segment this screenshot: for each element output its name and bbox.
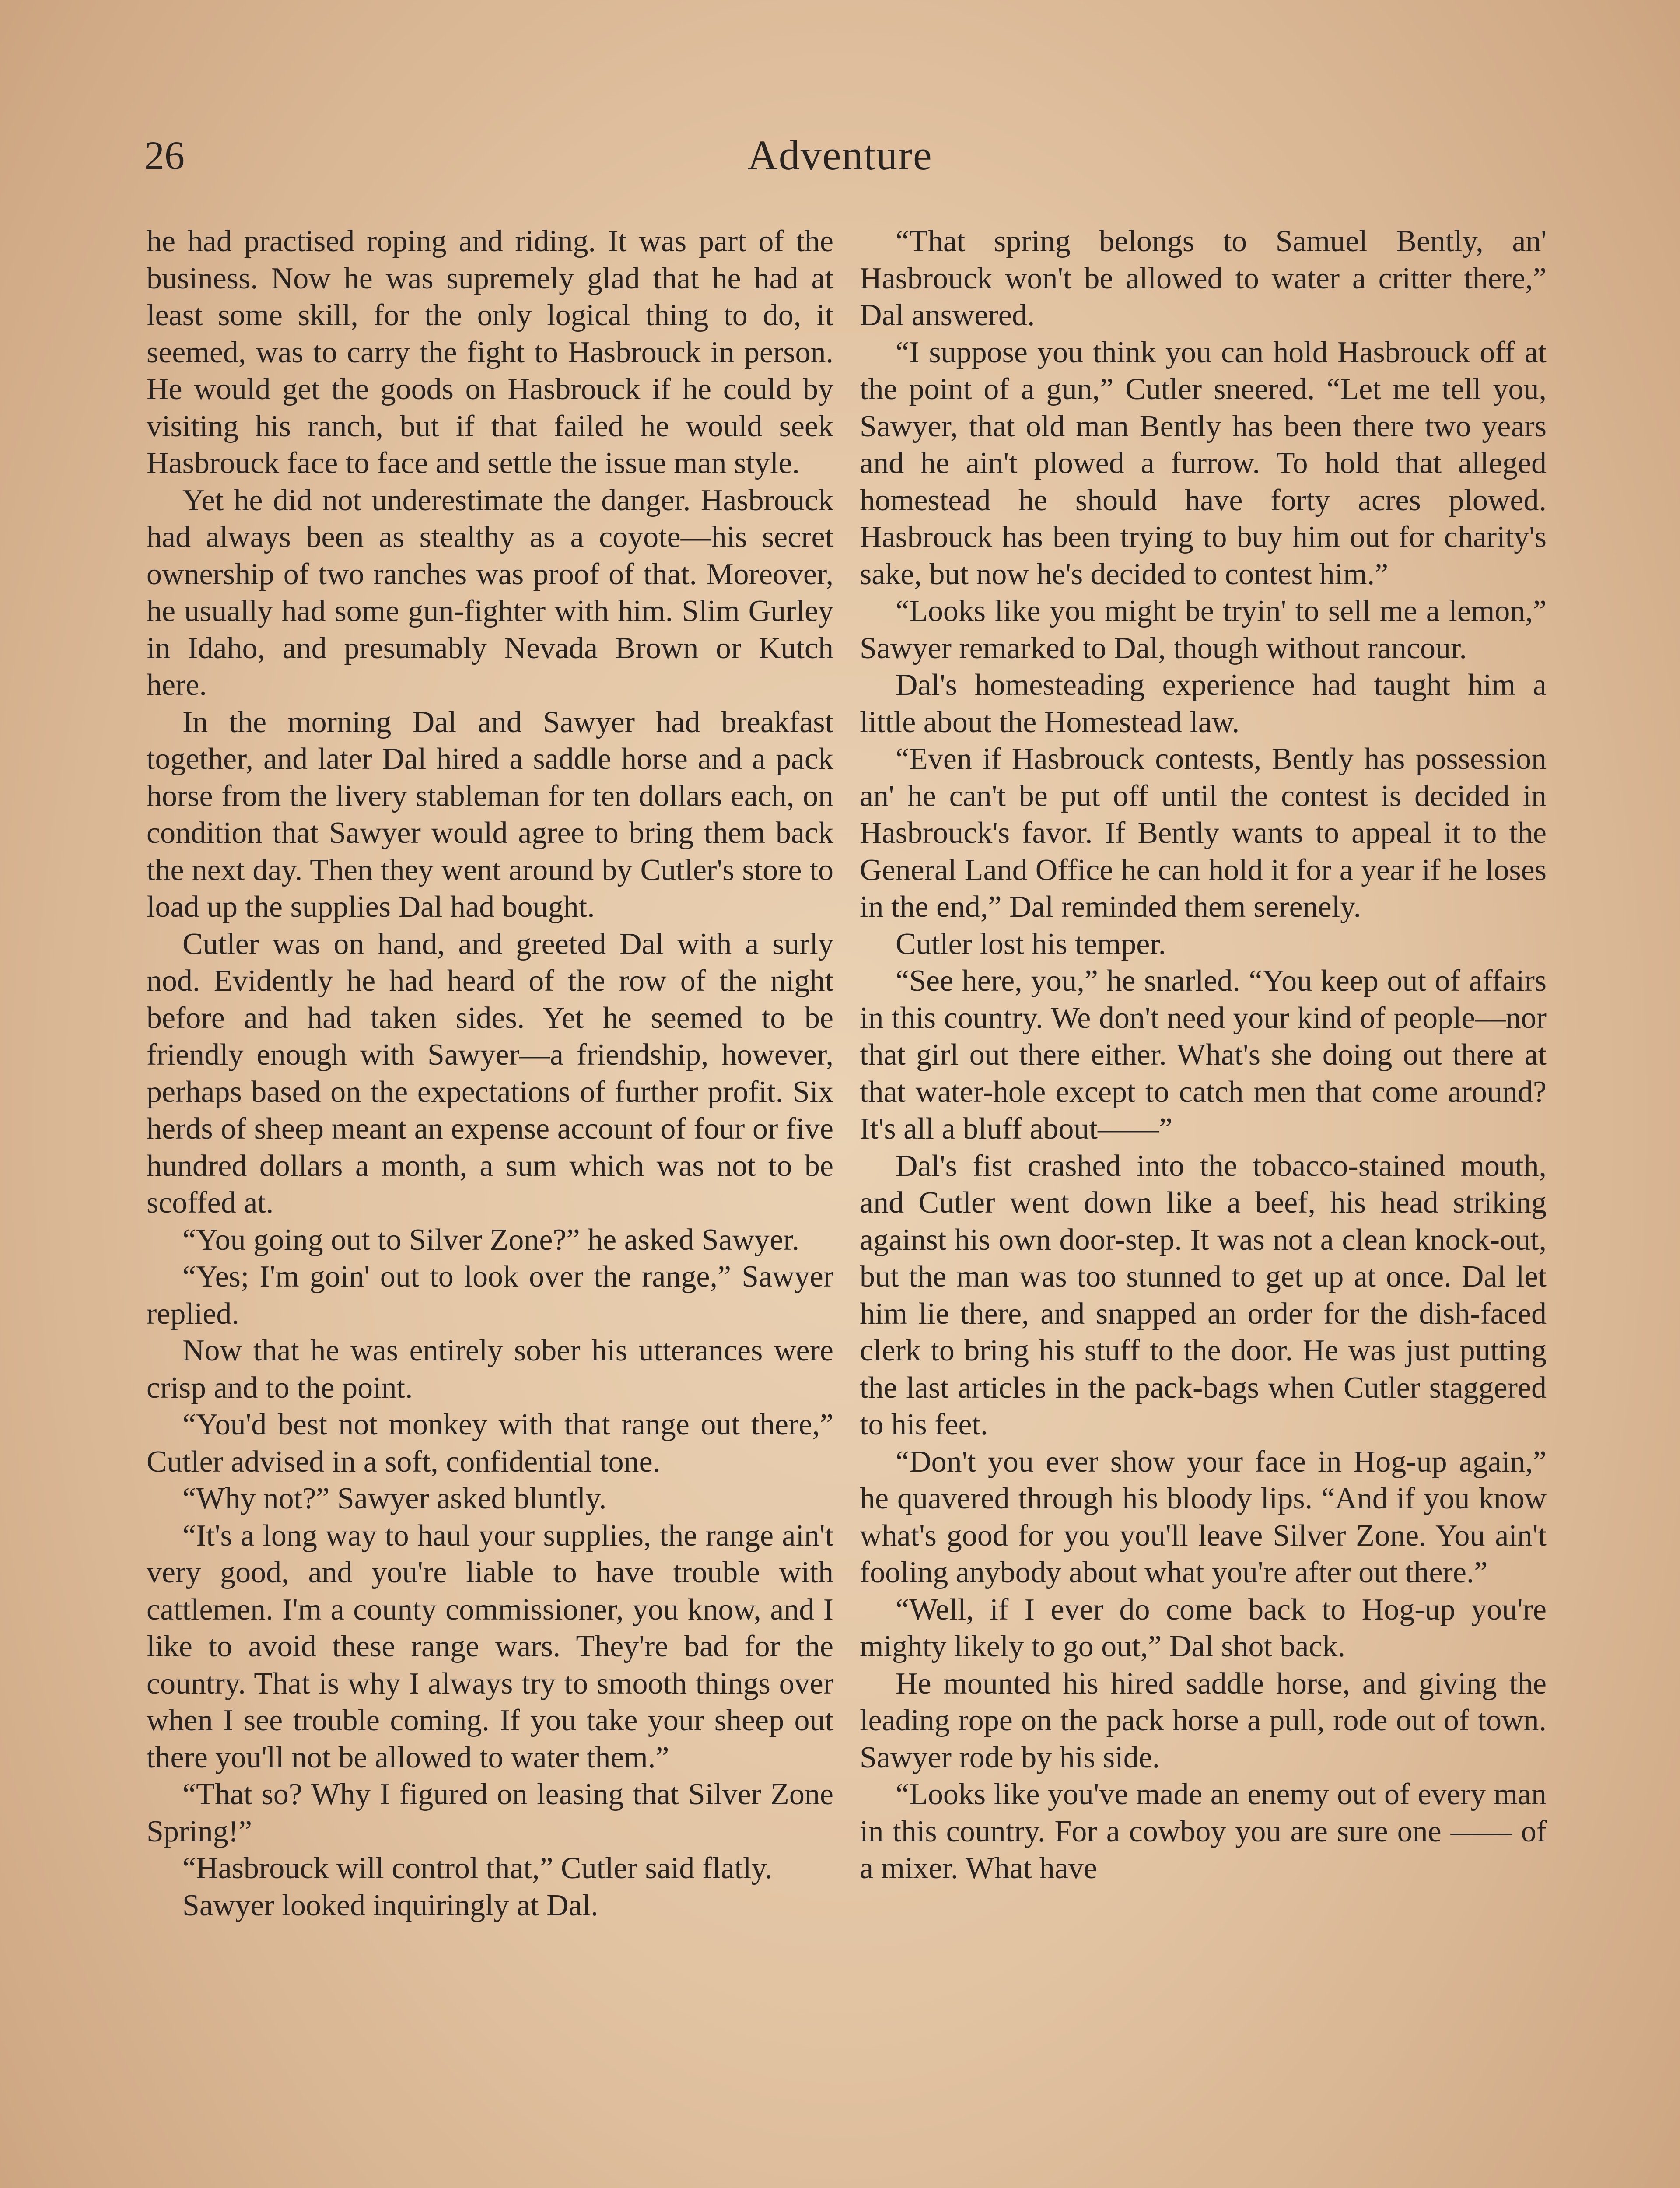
paragraph: “That so? Why I figured on leasing that Silver Zone Spring!”	[147, 1778, 833, 1848]
paragraph: “Don't you ever show your face in Hog-up again,” he quavered through his bloody lips. “And if you know what's good for you you'll leave Silver Zone. You ain't fooling anybody about what you're after out there.”	[860, 1445, 1547, 1589]
paragraph: Now that he was entirely sober his utterances were crisp and to the point.	[147, 1334, 833, 1405]
paragraph: Cutler lost his temper.	[896, 927, 1166, 961]
right-column	[860, 223, 1547, 2188]
paragraph: “That spring belongs to Samuel Bently, an' Hasbrouck won't be allowed to water a critter there,” Dal answered.	[860, 224, 1547, 332]
paragraph: He mounted his hired saddle horse, and giving the leading rope on the pack horse a pull, rode out of town. Sawyer rode by his side.	[860, 1666, 1547, 1774]
paragraph: Cutler was on hand, and greeted Dal with a surly nod. Evidently he had heard of the row of the night before and had taken sides. Yet he seemed to be friendly enough with Sawyer—a friendship, however, perhaps based on the expectations of further profit. Six herds of sheep meant an expense account of four or five hundred dollars a month, a sum which was not to be scoffed at.	[147, 927, 833, 1220]
paragraph: Dal's fist crashed into the tobacco-stained mouth, and Cutler went down like a beef, his head striking against his own door-step. It was not a clean knock-out, but the man was too stunned to get up at once. Dal let him lie there, and snapped an order for the dish-faced clerk to bring his stuff to the door. He was just putting the last articles in the pack-bags when Cutler staggered to his feet.	[860, 1149, 1547, 1441]
paragraph: “Yes; I'm goin' out to look over the range,” Sawyer replied.	[147, 1260, 833, 1331]
paragraph: Dal's homesteading experience had taught him a little about the Homestead law.	[860, 668, 1547, 739]
paragraph: “You going out to Silver Zone?” he asked Sawyer.	[182, 1223, 800, 1257]
paragraph: “Even if Hasbrouck contests, Bently has possession an' he can't be put off until the contest is decided in Hasbrouck's favor. If Bently wants to appeal it to the General Land Office he can hold it for a year if he loses in the end,” Dal reminded them serenely.	[860, 742, 1547, 924]
paragraph: “I suppose you think you can hold Hasbrouck off at the point of a gun,” Cutler sneered. “Let me tell you, Sawyer, that old man Bently has been there two years and he ain't plowed a furrow. To hold that alleged homestead he should have forty acres plowed. Hasbrouck has been trying to buy him out for charity's sake, but now he's decided to contest him.”	[860, 335, 1547, 591]
paragraph: In the morning Dal and Sawyer had breakfast together, and later Dal hired a saddle horse and a pack horse from the livery stableman for ten dollars each, on condition that Sawyer would agree to bring them back the next day. Then they went around by Cutler's store to load up the supplies Dal had bought.	[147, 705, 833, 924]
paragraph: Sawyer looked inquiringly at Dal.	[182, 1888, 598, 1922]
paragraph: “Looks like you might be tryin' to sell me a lemon,” Sawyer remarked to Dal, though without rancour.	[860, 594, 1547, 665]
paragraph: “Why not?” Sawyer asked bluntly.	[182, 1482, 607, 1515]
running-title: Adventure	[747, 132, 933, 179]
paragraph: “Hasbrouck will control that,” Cutler said flatly.	[182, 1851, 773, 1885]
left-column	[147, 223, 833, 2188]
paragraph: “Well, if I ever do come back to Hog-up you're mighty likely to go out,” Dal shot back.	[860, 1592, 1547, 1663]
paragraph: Yet he did not underestimate the danger. Hasbrouck had always been as stealthy as a coyote—his secret ownership of two ranches was proof of that. Moreover, he usually had some gun-fighter with him. Slim Gurley in Idaho, and presumably Nevada Brown or Kutch here.	[147, 483, 833, 702]
paragraph: “See here, you,” he snarled. “You keep out of affairs in this country. We don't need your kind of people—nor that girl out there either. What's she doing out there at that water-hole except to catch men that come around? It's all a bluff about——”	[860, 964, 1547, 1146]
page-number: 26	[144, 133, 185, 178]
paragraph: he had practised roping and riding. It was part of the business. Now he was supremely glad that he had at least some skill, for the only logical thing to do, it seemed, was to carry the fight to Hasbrouck in person. He would get the goods on Hasbrouck if he could by visiting his ranch, but if that failed he would seek Hasbrouck face to face and settle the issue man style.	[147, 224, 833, 480]
paragraph: “It's a long way to haul your supplies, the range ain't very good, and you're liable to have trouble with cattlemen. I'm a county commissioner, you know, and I like to avoid these range wars. They're bad for the country. That is why I always try to smooth things over when I see trouble coming. If you take your sheep out there you'll not be allowed to water them.”	[147, 1518, 833, 1774]
page-header	[144, 127, 1536, 188]
paragraph: “You'd best not monkey with that range out there,” Cutler advised in a soft, confidential tone.	[147, 1408, 833, 1479]
paragraph: “Looks like you've made an enemy out of every man in this country. For a cowboy you are sure one —— of a mixer. What have	[860, 1778, 1547, 1885]
